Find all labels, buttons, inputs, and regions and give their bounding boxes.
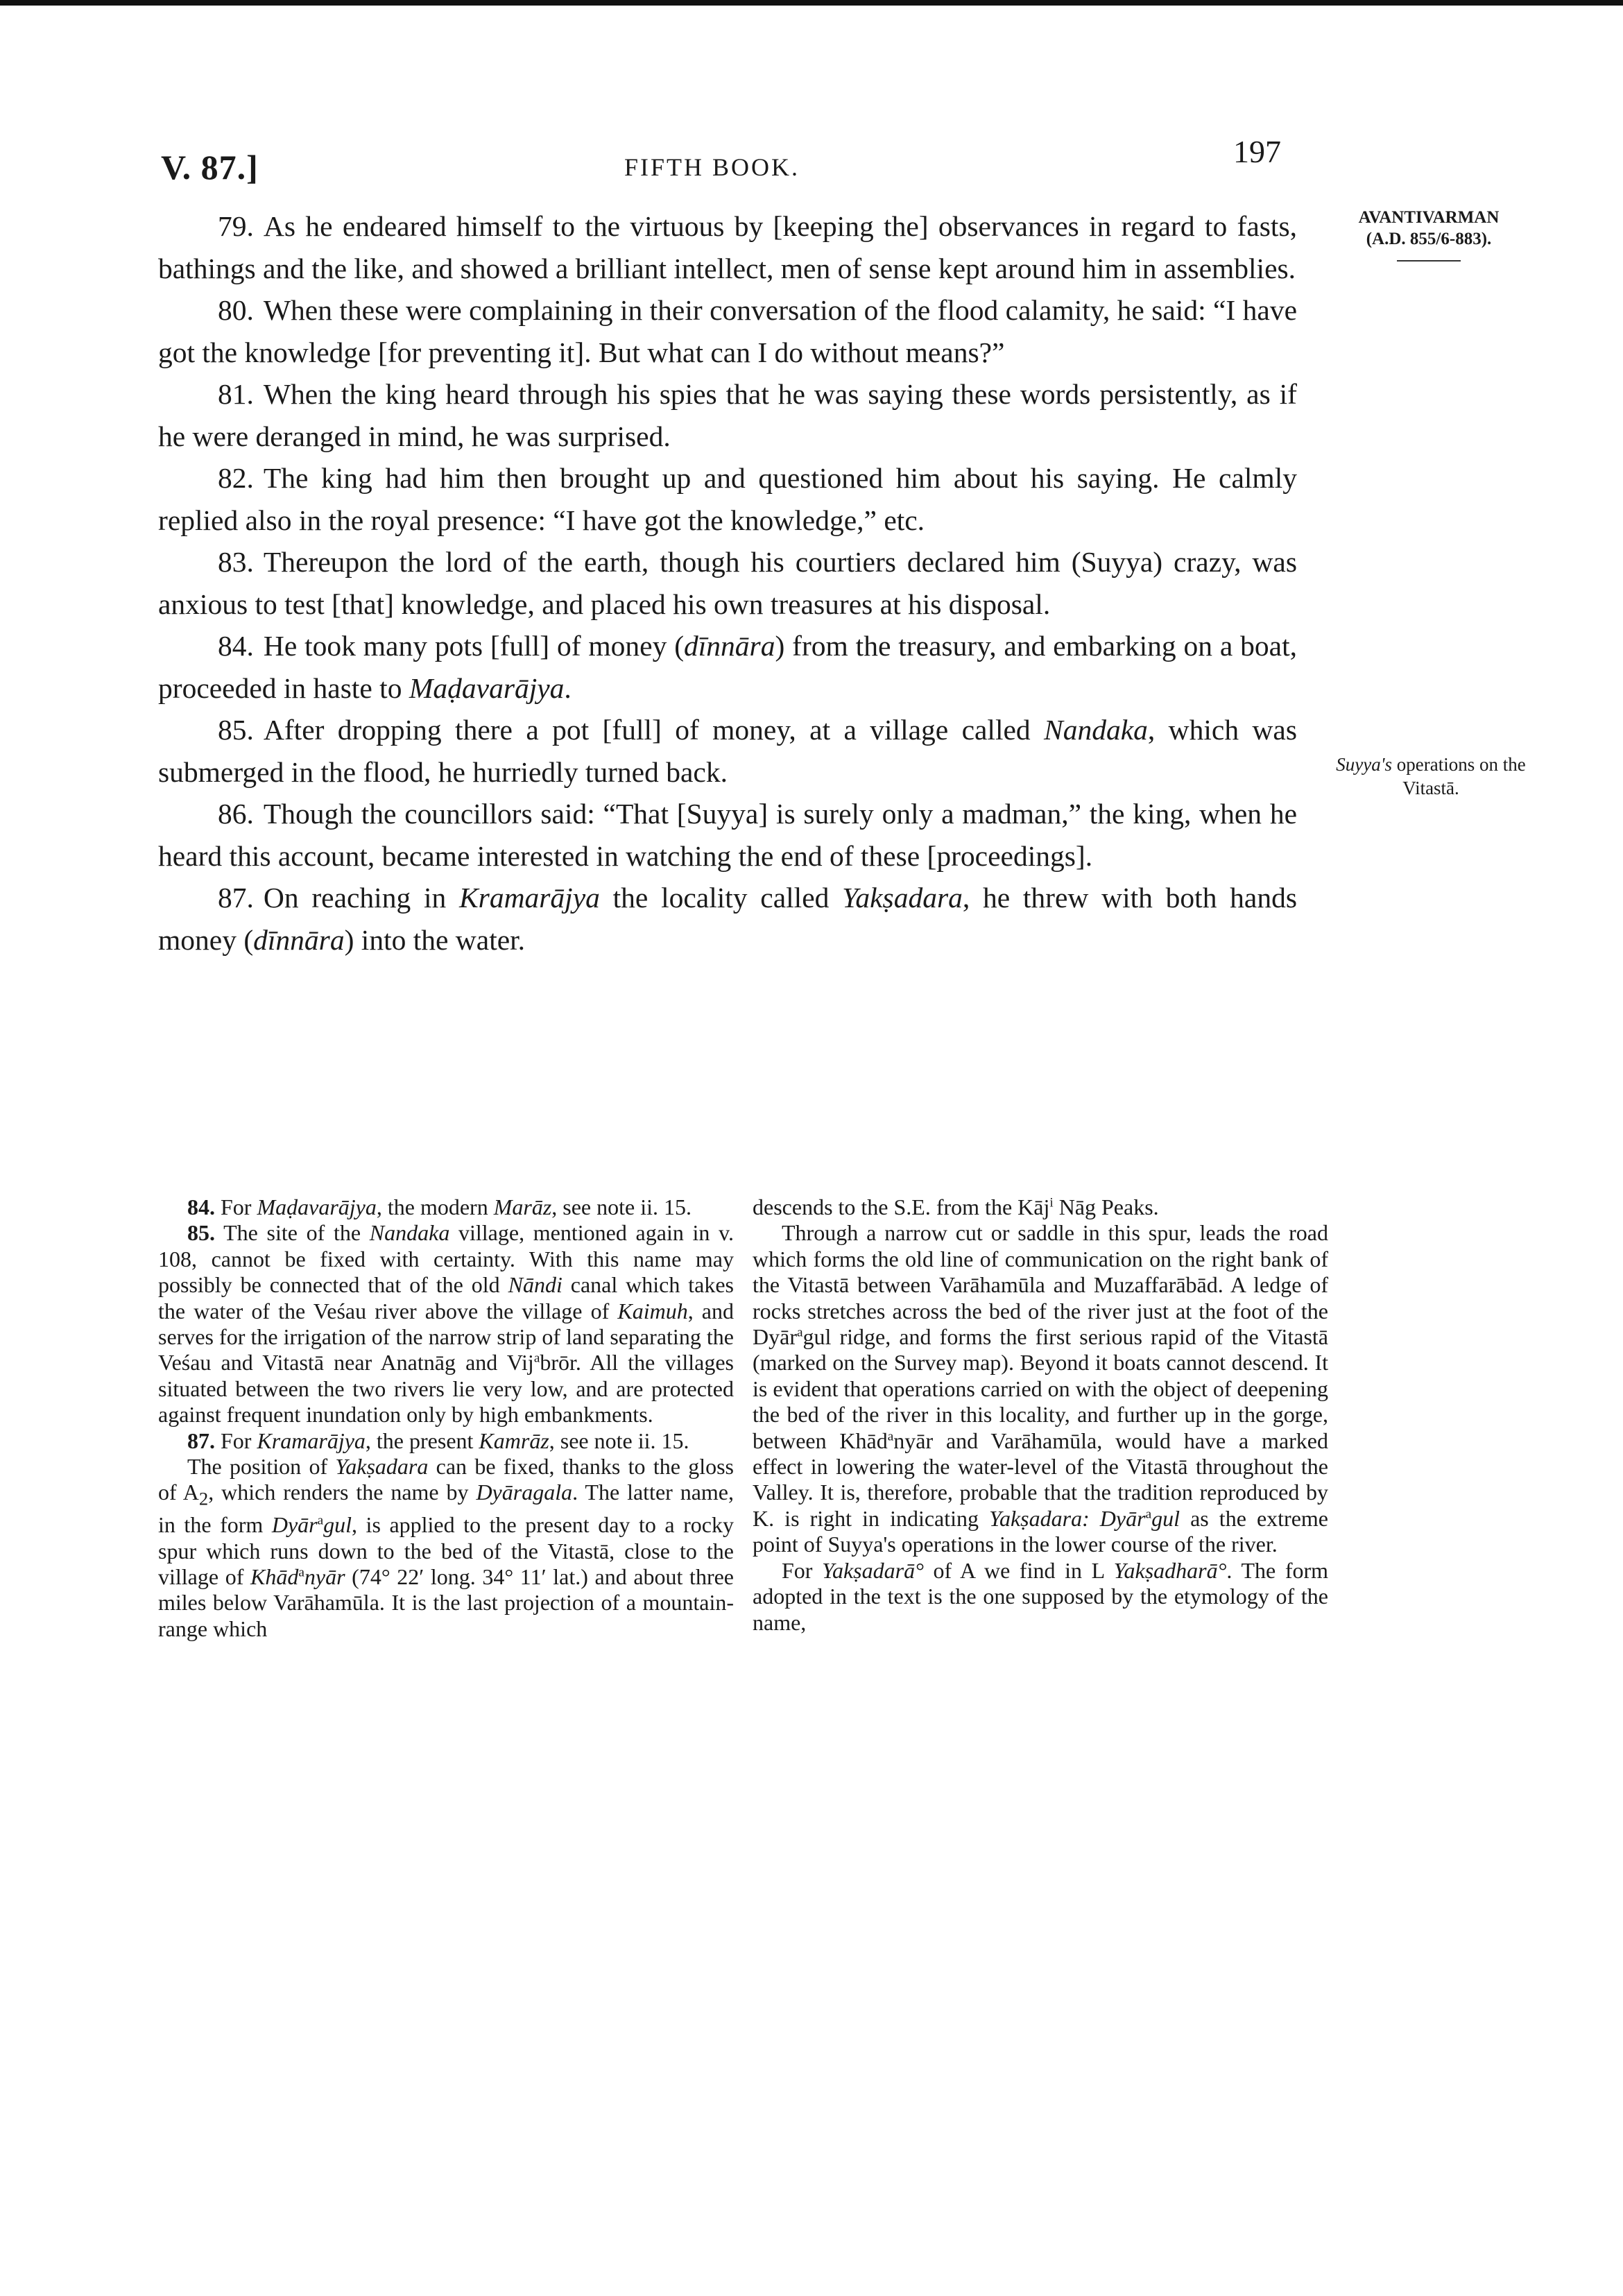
- verse-number: 85.: [218, 714, 254, 746]
- note-place: Yakṣadara: Dyār: [989, 1505, 1146, 1531]
- footnote-number: 84.: [187, 1194, 215, 1219]
- verse-term: dīnnāra: [253, 923, 345, 956]
- note-paragraph-yaksadara: [158, 1454, 734, 1642]
- note-text: as the extreme point of Suyya's operations in the lower course of the river.: [753, 1505, 1329, 1557]
- suyya-name: Suyya's: [1336, 754, 1393, 775]
- subscript-mark: 2: [198, 1488, 209, 1509]
- verse-number: 86.: [218, 798, 254, 830]
- note-text: village, mentioned again in v. 108, cannot be fixed with certainty. With this name may possibly be connected that of the old: [158, 1220, 735, 1298]
- note-text: Nāg Peaks.: [1053, 1194, 1159, 1219]
- superscript-mark: a: [796, 1325, 803, 1340]
- note-text: The position of: [187, 1454, 336, 1480]
- note-text: For: [782, 1557, 823, 1583]
- translation-text: [158, 205, 1297, 961]
- verse-number: 82.: [218, 462, 254, 494]
- footnote-number: 85.: [187, 1220, 215, 1246]
- superscript-mark: a: [1145, 1507, 1152, 1522]
- note-text: . The form adopted in the text is the one supposed by the etymology of the name,: [753, 1557, 1329, 1635]
- footnote-85: [158, 1220, 734, 1428]
- running-title: FIFTH BOOK.: [624, 153, 800, 181]
- note-place: Nandaka: [369, 1220, 450, 1246]
- note-place: Kaimuh: [617, 1298, 688, 1323]
- suyya-note-text: operations on the Vitastā.: [1396, 754, 1526, 798]
- note-text: gul ridge, and forms the first serious rapid of the Vitastā (marked on the Survey map). Beyond it boats cannot descend. It is evident that operations carried on with the object of deepening the bed of the river in this locality, and further up in the gorge, between Khād: [753, 1324, 1328, 1453]
- note-place: gul: [323, 1512, 352, 1538]
- verse-number: 87.: [218, 882, 254, 914]
- verse-text: When the king heard through his spies that he was saying these words persistently, as if he were deranged in mind, he was surprised.: [158, 378, 1297, 452]
- note-text: canal which takes the water of the Veśau river above the village of: [158, 1272, 735, 1323]
- verse-number: 80.: [218, 294, 254, 326]
- note-place: Kamrāz: [479, 1428, 549, 1453]
- footnotes-left-column: [158, 1194, 734, 1642]
- note-place: Khād: [250, 1564, 299, 1590]
- verse-place: Kramarājya: [458, 882, 600, 914]
- note-place: Kramarājya: [257, 1428, 366, 1453]
- verse-place: Nandaka: [1044, 714, 1148, 746]
- verse-83: [158, 541, 1297, 625]
- note-text: For: [221, 1194, 257, 1219]
- note-place: Maḍavarājya: [257, 1194, 377, 1219]
- note-text: , which renders the name by: [208, 1480, 476, 1505]
- note-place: gul: [1151, 1505, 1180, 1531]
- verse-text: .: [564, 671, 572, 704]
- verse-87: [158, 877, 1297, 961]
- footnote-87: [158, 1428, 734, 1454]
- verse-text: ) from the treasury, and embarking on a boat, proceeded in haste to: [158, 630, 1297, 704]
- note-text: brōr. All the villages situated between the two rivers lie very low, and are protected against frequent inundation only by high embankments.: [158, 1350, 735, 1428]
- verse-text: the locality called: [599, 882, 843, 914]
- king-dates: (A.D. 855/6-883).: [1366, 230, 1492, 249]
- note-paragraph-continued: [753, 1194, 1328, 1220]
- note-place: Dyāragala: [476, 1480, 573, 1505]
- superscript-mark: a: [317, 1513, 324, 1528]
- note-place: Dyār: [271, 1512, 318, 1538]
- verse-text: As he endeared himself to the virtuous by [keeping the] observances in regard to fasts, bathings and the like, and showed a brilliant intellect, men of sense kept around him in assemblies.: [158, 210, 1297, 284]
- note-text: of A we find in L: [923, 1557, 1114, 1583]
- note-place: Yakṣadharā°: [1113, 1557, 1227, 1583]
- verse-term: dīnnāra: [684, 630, 775, 662]
- note-text: The site of the: [223, 1220, 370, 1246]
- king-name: AVANTIVARMAN: [1358, 208, 1500, 227]
- verse-79: [158, 205, 1297, 289]
- verse-text: On reaching in: [263, 882, 459, 914]
- verse-number: 81.: [218, 378, 254, 410]
- margin-note-suyya: [1323, 753, 1538, 800]
- verse-text: After dropping there a pot [full] of money, at a village called: [263, 714, 1045, 746]
- note-text: , is applied to the present day to a rocky spur which runs down to the bed of the Vitastā, close to the village of: [158, 1512, 735, 1590]
- superscript-mark: a: [887, 1429, 894, 1443]
- note-text: , see note ii. 15.: [549, 1428, 689, 1453]
- page-number: 197: [1233, 134, 1281, 169]
- note-place: nyār: [304, 1564, 345, 1590]
- superscript-mark: a: [298, 1565, 304, 1580]
- verse-text: He took many pots [full] of money (: [263, 630, 685, 662]
- verse-number: 84.: [218, 630, 254, 662]
- margin-rule: [1397, 260, 1461, 262]
- verse-text: When these were complaining in their conversation of the flood calamity, he said: “I have got the knowledge [for preventing it]. But what can I do without means?”: [158, 294, 1297, 368]
- note-text: , see note ii. 15.: [551, 1194, 692, 1219]
- note-text: , the modern: [376, 1194, 494, 1219]
- verse-number: 79.: [218, 210, 254, 242]
- verse-number: 83.: [218, 546, 254, 578]
- page-top-border: [0, 0, 1623, 6]
- note-text: descends to the S.E. from the Kāj: [753, 1194, 1050, 1219]
- footnote-84: [158, 1194, 734, 1220]
- verse-place: Maḍavarājya: [409, 671, 565, 704]
- note-place: Yakṣadara: [335, 1454, 429, 1480]
- margin-note-king: [1325, 207, 1533, 262]
- verse-text: , he threw with both hands money (: [158, 882, 1298, 956]
- verse-text: ) into the water.: [344, 923, 526, 956]
- verse-text: , which was submerged in the flood, he hurriedly turned back.: [158, 714, 1297, 788]
- note-place: Nāndi: [508, 1272, 563, 1298]
- verse-text: Thereupon the lord of the earth, though his courtiers declared him (Suyya) crazy, was anxious to test [that] knowledge, and placed his own treasures at his disposal.: [158, 546, 1297, 620]
- note-place: Yakṣadarā°: [822, 1557, 924, 1583]
- note-text: . The latter name, in the form: [158, 1480, 735, 1538]
- verse-place: Yakṣadara: [842, 882, 963, 914]
- footnote-number: 87.: [187, 1428, 215, 1453]
- verse-80: [158, 289, 1297, 373]
- verse-84: [158, 625, 1297, 709]
- note-text: Through a narrow cut or saddle in this spur, leads the road which forms the old line of communication on the right bank of the Vitastā between Varāhamūla and Muzaffarābād. A ledge of rocks stretches across the bed of the river just at the foot of the Dyār: [753, 1220, 1328, 1350]
- superscript-mark: a: [533, 1351, 540, 1366]
- note-text: (74° 22′ long. 34° 11′ lat.) and about three miles below Varāhamūla. It is the last projection of a mountain-range which: [158, 1564, 735, 1641]
- verse-81: [158, 373, 1297, 457]
- verse-86: [158, 793, 1297, 877]
- verse-85: [158, 709, 1297, 793]
- section-reference: V. 87.]: [161, 148, 259, 187]
- note-paragraph-spur: [753, 1220, 1328, 1557]
- note-text: can be fixed, thanks to the gloss of A: [158, 1454, 734, 1505]
- note-text: For: [221, 1428, 257, 1453]
- note-text: , the present: [365, 1428, 479, 1453]
- verse-82: [158, 457, 1297, 541]
- note-text: , and serves for the irrigation of the narrow strip of land separating the Veśau and Vitastā near Anatnāg and Vij: [158, 1298, 735, 1376]
- verse-text: Though the councillors said: “That [Suyya] is surely only a madman,” the king, when he heard this account, became interested in watching the end of these [proceedings].: [158, 798, 1297, 872]
- note-text: nyār and Varāhamūla, would have a marked effect in lowering the water-level of the Vitastā throughout the Valley. It is, therefore, probable that the tradition reproduced by K. is right in indicating: [753, 1428, 1328, 1531]
- note-paragraph-variant: [753, 1558, 1328, 1636]
- footnotes-right-column: [753, 1194, 1328, 1636]
- note-place: Marāz: [493, 1194, 552, 1219]
- superscript-mark: i: [1049, 1195, 1054, 1210]
- verse-text: The king had him then brought up and questioned him about his saying. He calmly replied also in the royal presence: “I have got the knowledge,” etc.: [158, 462, 1297, 536]
